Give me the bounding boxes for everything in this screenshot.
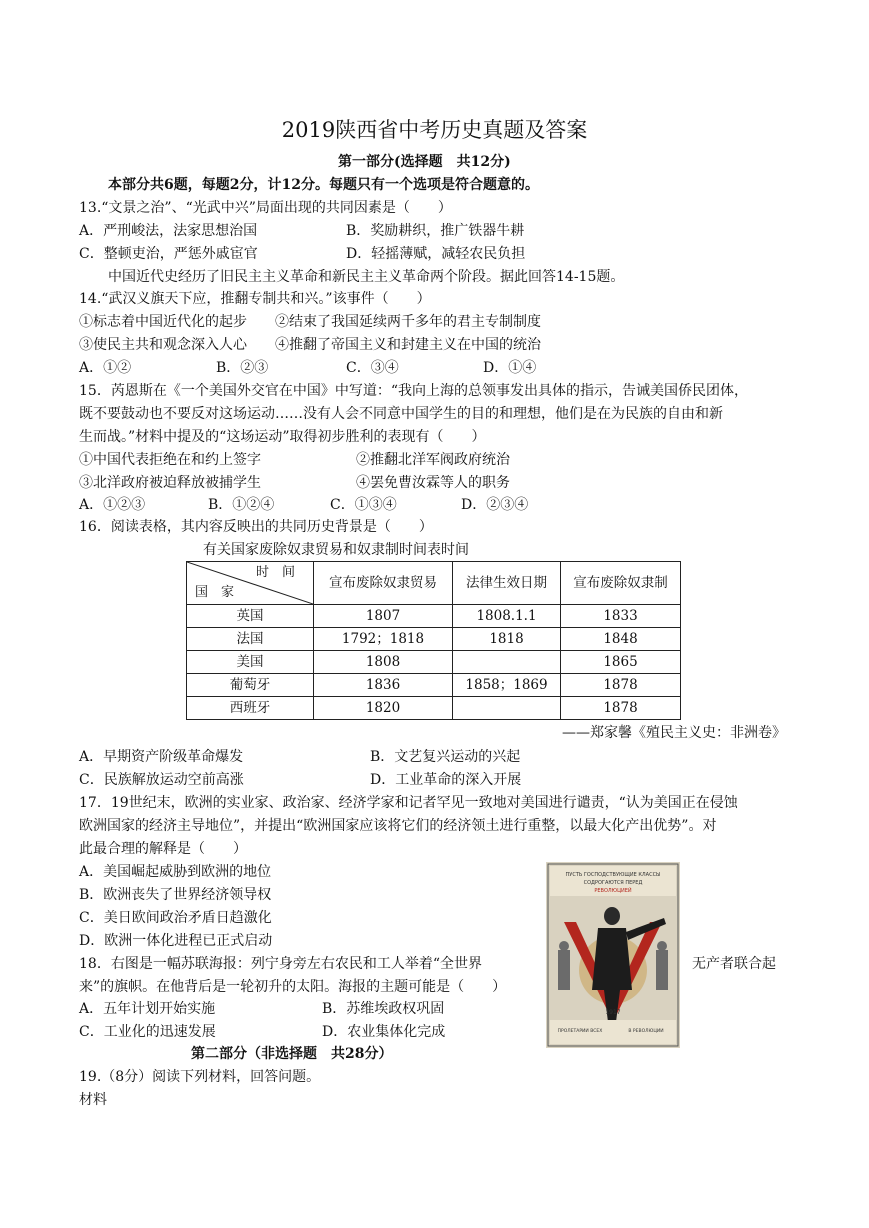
- q15-statement-4: ④罢免曹汝霖等人的职务: [356, 475, 510, 491]
- table-corner-cell: [187, 562, 314, 605]
- q15-statement-2: ②推翻北洋军阀政府统治: [356, 452, 510, 468]
- table-cell: 1836: [314, 674, 453, 697]
- table-cell: 1848: [561, 628, 681, 651]
- q15-option-c: C．①③④: [330, 497, 397, 513]
- q17-line-2: 欧洲国家的经济主导地位”，并提出“欧洲国家应该将它们的经济领土进行重整，以最大化产出优势”。对: [79, 818, 717, 834]
- part1-heading: 第一部分(选择题 共12分): [338, 154, 511, 170]
- part2-heading: 第二部分（非选择题 共28分）: [191, 1046, 393, 1062]
- q15-option-d: D．②③④: [461, 497, 529, 513]
- table-cell: 1808: [314, 651, 453, 674]
- q13-option-b: B．奖励耕织，推广铁器牛耕: [346, 223, 525, 239]
- table-header: 宣布废除奴隶制: [561, 562, 681, 605]
- table-header: 法律生效日期: [453, 562, 561, 605]
- q16-table-title: 有关国家废除奴隶贸易和奴隶制时间表时间: [203, 542, 469, 558]
- q14-option-a: A．①②: [79, 360, 132, 376]
- q15-statement-3: ③北洋政府被迫释放被捕学生: [79, 475, 261, 491]
- q14-statements-2: ③使民主共和观念深入人心 ④推翻了帝国主义和封建主义在中国的统治: [79, 337, 541, 353]
- q15-option-b: B．①②④: [208, 497, 275, 513]
- q18-line-2: 来”的旗帜。在他背后是一轮初升的太阳。海报的主题可能是（ ）: [79, 979, 507, 995]
- q19-stem: 19.（8分）阅读下列材料，回答问题。: [79, 1069, 321, 1085]
- corner-bottom-label: 国 家: [195, 585, 235, 600]
- corner-top-label: 时 间: [255, 565, 295, 580]
- table-cell: 葡萄牙: [187, 674, 314, 697]
- q14-stem: 14.“武汉义旗天下应，推翻专制共和兴。”该事件（ ）: [79, 291, 431, 307]
- poster-year: 1917: [605, 1009, 621, 1016]
- q18-option-a: A．五年计划开始实施: [79, 1001, 216, 1017]
- table-cell: 1792；1818: [314, 628, 453, 651]
- q16-option-d: D．工业革命的深入开展: [370, 772, 522, 788]
- q14-option-c: C．③④: [346, 360, 399, 376]
- table-row: [187, 674, 681, 697]
- table-cell: 1818: [453, 628, 561, 651]
- q14-statements-1: ①标志着中国近代化的起步 ②结束了我国延续两千多年的君主专制制度: [79, 314, 541, 330]
- abolition-table: [186, 561, 681, 720]
- q16-source: ——郑家馨《殖民主义史：非洲卷》: [562, 725, 786, 741]
- q18-line-1a: 18．右图是一幅苏联海报：列宁身旁左右农民和工人举着“全世界: [79, 956, 482, 972]
- table-row: [187, 697, 681, 720]
- table-cell: 1833: [561, 605, 681, 628]
- poster-illustration: [546, 862, 680, 1048]
- table-row: [187, 605, 681, 628]
- part1-instruction: 本部分共6题，每题2分，计12分。每题只有一个选项是符合题意的。: [108, 177, 539, 193]
- q17-option-a: A．美国崛起威胁到欧洲的地位: [79, 864, 272, 880]
- table-cell: 英国: [187, 605, 314, 628]
- q15-line-1: 15．芮恩斯在《一个美国外交官在中国》中写道：“我向上海的总领事发出具体的指示，告诫美国侨民团体，: [79, 383, 748, 399]
- q13-option-c: C．整顿吏治，严惩外戚宦官: [79, 246, 258, 262]
- table-cell: 1820: [314, 697, 453, 720]
- q14-option-d: D．①④: [483, 360, 537, 376]
- table-cell: 1878: [561, 697, 681, 720]
- q13-stem: 13.“文景之治”、“光武中兴”局面出现的共同因素是（ ）: [79, 200, 452, 216]
- table-cell: 1808.1.1: [453, 605, 561, 628]
- table-header: 宣布废除奴隶贸易: [314, 562, 453, 605]
- q18-option-d: D．农业集体化完成: [322, 1024, 446, 1040]
- table-row: [187, 651, 681, 674]
- poster-bottom-left: ПРОЛЕТАРИИ ВСЕХ: [557, 1029, 603, 1034]
- table-header-row: [187, 562, 681, 605]
- q15-option-a: A．①②③: [79, 497, 146, 513]
- q17-option-c: C．美日欧间政治矛盾日趋激化: [79, 910, 272, 926]
- q13-option-d: D．轻摇薄赋，减轻农民负担: [346, 246, 526, 262]
- q15-line-2: 既不要鼓动也不要反对这场运动……没有人会不同意中国学生的目的和理想，他们是在为民族的自由和新: [79, 406, 723, 422]
- table-cell: 法国: [187, 628, 314, 651]
- q15-statement-1: ①中国代表拒绝在和约上签字: [79, 452, 261, 468]
- soviet-poster-image: [546, 862, 680, 1048]
- intro-14-15: 中国近代史经历了旧民主主义革命和新民主主义革命两个阶段。据此回答14-15题。: [108, 269, 625, 285]
- svg-text:СОДРОГАЮТСЯ ПЕРЕД: СОДРОГАЮТСЯ ПЕРЕД: [583, 880, 643, 886]
- poster-bottom-right: В РЕВОЛЮЦИИ: [628, 1029, 664, 1034]
- table-row: [187, 628, 681, 651]
- q17-option-b: B．欧洲丧失了世界经济领导权: [79, 887, 272, 903]
- q18-option-b: B．苏维埃政权巩固: [322, 1001, 445, 1017]
- page-title: 2019陕西省中考历史真题及答案: [281, 118, 588, 142]
- table-cell: 1865: [561, 651, 681, 674]
- table-cell: 1807: [314, 605, 453, 628]
- table-cell: 1858；1869: [453, 674, 561, 697]
- q16-option-c: C．民族解放运动空前高涨: [79, 772, 244, 788]
- q13-option-a: A．严刑峻法，法家思想治国: [79, 223, 258, 239]
- q17-line-3: 此最合理的解释是（ ）: [79, 841, 247, 857]
- q18-line-1b: 无产者联合起: [692, 956, 776, 972]
- q15-line-3: 生而战。”材料中提及的“这场运动”取得初步胜利的表现有（ ）: [79, 429, 486, 445]
- table-cell: 西班牙: [187, 697, 314, 720]
- q14-option-b: B．②③: [216, 360, 269, 376]
- svg-text:РЕВОЛЮЦИЕЙ: РЕВОЛЮЦИЕЙ: [594, 888, 632, 894]
- table-cell: [453, 697, 561, 720]
- q16-option-a: A．早期资产阶级革命爆发: [79, 749, 244, 765]
- q17-line-1: 17．19世纪末，欧洲的实业家、政治家、经济学家和记者罕见一致地对美国进行谴责，“认为美国正在侵蚀: [79, 795, 738, 811]
- table-cell: 1878: [561, 674, 681, 697]
- q17-option-d: D．欧洲一体化进程已正式启动: [79, 933, 273, 949]
- table-cell: [453, 651, 561, 674]
- poster-top-text: ПУСТЬ ГОСПОДСТВУЮЩИЕ КЛАССЫ: [565, 872, 661, 878]
- q16-stem: 16．阅读表格，其内容反映出的共同历史背景是（ ）: [79, 519, 433, 535]
- q19-material: 材料: [79, 1092, 107, 1108]
- q16-option-b: B．文艺复兴运动的兴起: [370, 749, 521, 765]
- table-cell: 美国: [187, 651, 314, 674]
- q18-option-c: C．工业化的迅速发展: [79, 1024, 216, 1040]
